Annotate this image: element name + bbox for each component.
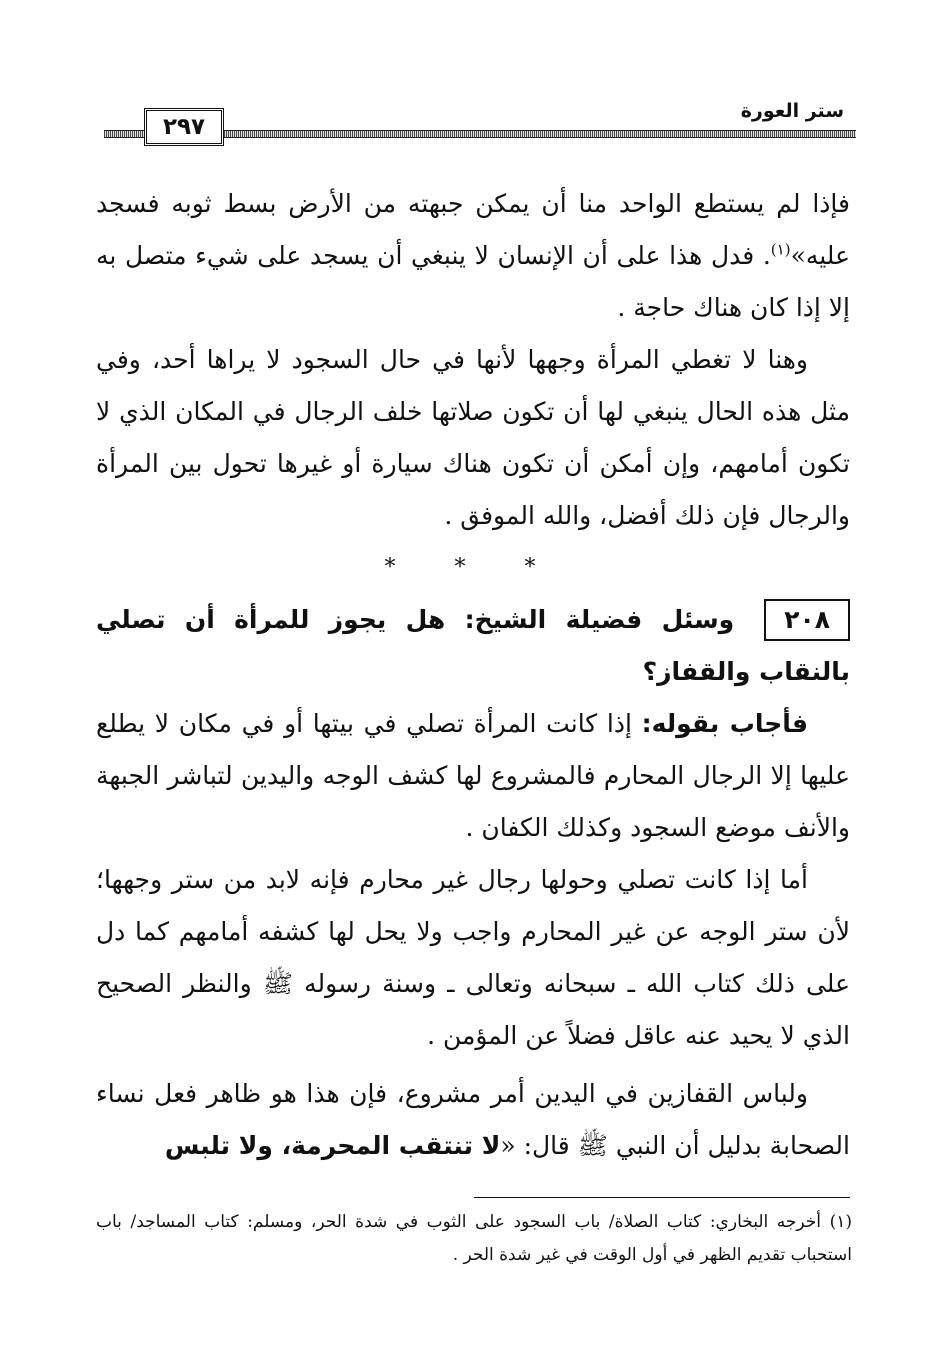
- question-number: ٢٠٨: [764, 599, 850, 641]
- answer-paragraph-3-text: ولباس القفازين في اليدين أمر مشروع، فإن هذا هو ظاهر فعل نساء الصحابة بدليل أن النبي ﷺ قال: «: [96, 1079, 850, 1160]
- footnote-separator: [474, 1197, 850, 1198]
- footnote-ref: (١): [770, 240, 791, 259]
- paragraph-1-rest: . فدل هذا على أن الإنسان لا ينبغي أن يسجد على شيء متصل به إلا إذا كان هناك حاجة .: [96, 241, 850, 322]
- page-number: ٢٩٧: [144, 108, 224, 146]
- footnote-text: (١) أخرجه البخاري: كتاب الصلاة/ باب السجود على الثوب في شدة الحر، ومسلم: كتاب المساجد/ باب استحباب تقديم الظهر في أول الوقت في غير شدة الحر .: [96, 1212, 852, 1265]
- footnote: [96, 1206, 852, 1272]
- header-rule-right: [220, 130, 856, 138]
- running-header-title: ستر العورة: [740, 100, 844, 122]
- header-rule-left: [104, 130, 144, 138]
- section-separator: * * *: [384, 555, 562, 580]
- answer-lead: فأجاب بقوله:: [641, 709, 808, 738]
- page-body: [96, 178, 850, 1172]
- paragraph-1: [96, 178, 850, 334]
- page-header: [100, 96, 856, 150]
- question: [96, 594, 850, 698]
- answer-paragraph-3: [96, 1068, 850, 1172]
- answer-paragraph-1: [96, 698, 850, 854]
- question-text: وسئل فضيلة الشيخ: هل يجوز للمرأة أن تصلي بالنقاب والقفاز؟: [96, 605, 850, 686]
- answer-paragraph-1-text: إذا كانت المرأة تصلي في بيتها أو في مكان لا يطلع عليها إلا الرجال المحارم فالمشروع لها كشف الوجه واليدين لتباشر الجبهة والأنف موضع السجود وكذلك الكفان .: [96, 709, 850, 842]
- answer-paragraph-2: أما إذا كانت تصلي وحولها رجال غير محارم فإنه لابد من ستر وجهها؛ لأن ستر الوجه عن غير المحارم واجب ولا يحل لها كشفه أمامهم كما دل على ذلك كتاب الله ـ سبحانه وتعالى ـ وسنة رسوله ﷺ والنظر الصحيح الذي لا يحيد عنه عاقل فضلاً عن المؤمن .: [96, 865, 850, 1050]
- hadith-quote: لا تنتقب المحرمة، ولا تلبس: [164, 1131, 501, 1160]
- paragraph-2: وهنا لا تغطي المرأة وجهها لأنها في حال السجود لا يراها أحد، وفي مثل هذه الحال ينبغي لها أن تكون صلاتها خلف الرجال في المكان الذي لا تكون أمامهم، وإن أمكن أن تكون هناك سيارة أو غيرها تحول بين المرأة والرجال فإن ذلك أفضل، والله الموفق .: [96, 345, 850, 530]
- paragraph-1-text: فإذا لم يستطع الواحد منا أن يمكن جبهته من الأرض بسط ثوبه فسجد عليه»: [96, 189, 850, 270]
